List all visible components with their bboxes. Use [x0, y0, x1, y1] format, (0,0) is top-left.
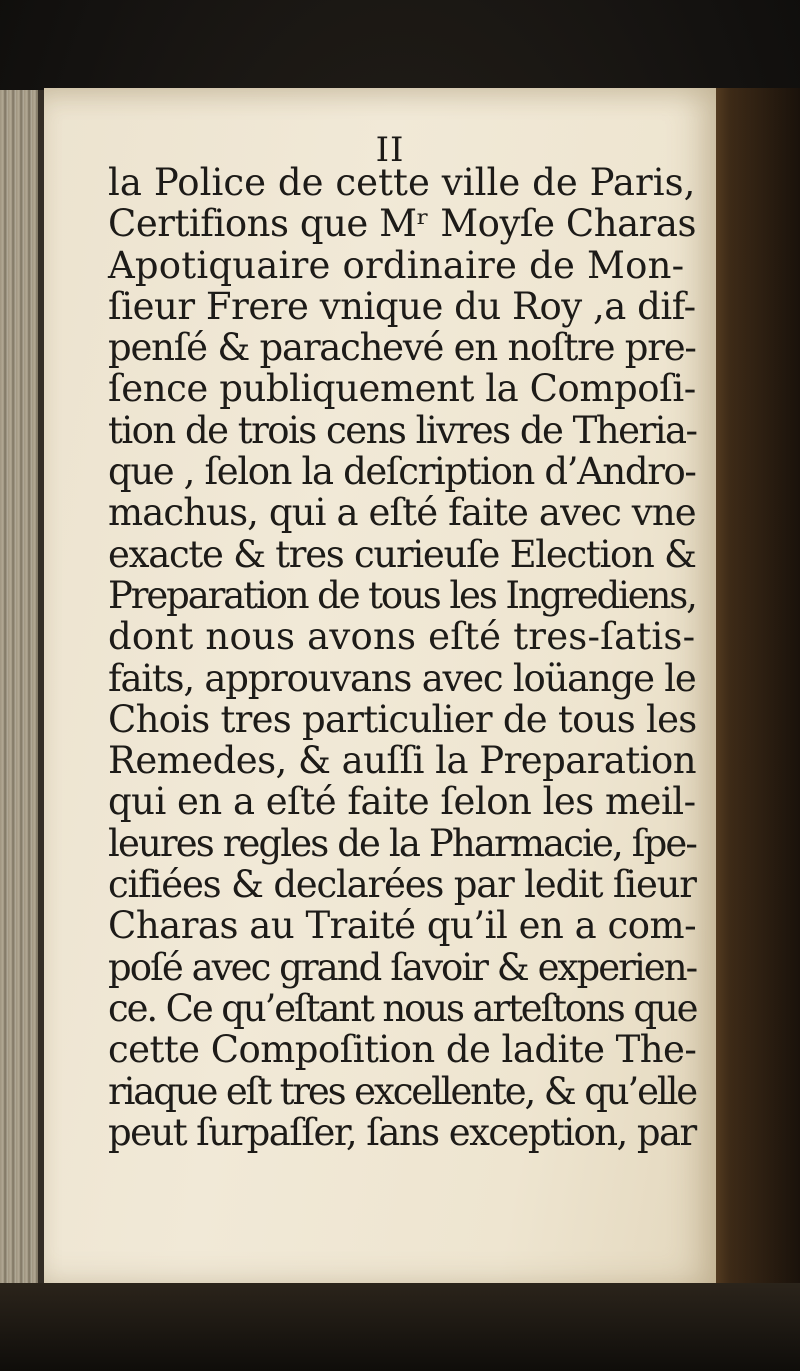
text-line: que , ſelon la deſcription d’Andro- [108, 450, 696, 494]
text-line: leures regles de la Pharmacie, ſpe- [108, 821, 697, 865]
text-line: Certifions que Mʳ Moyſe Charas [108, 202, 696, 246]
text-line: exacte & tres curieuſe Election & [108, 532, 696, 576]
text-line: Chois tres particulier de tous les [108, 697, 697, 741]
text-line: ce. Ce qu’eſtant nous arteſtons que [108, 986, 697, 1030]
text-line: Remedes, & auſſi la Preparation [108, 739, 697, 783]
page-number: II [375, 130, 405, 170]
text-line: qui en a eſté faite ſelon les meil- [108, 780, 696, 824]
page-stack-edges [0, 90, 44, 1290]
text-line: ſieur Frere vnique du Roy ,a dif- [108, 284, 696, 328]
text-line: riaque eſt tres excellente, & qu’elle [108, 1069, 697, 1113]
text-line: poſé avec grand ſavoir & experien- [108, 945, 697, 989]
text-line: machus, qui a eſté faite avec vne [108, 491, 696, 535]
text-line: penſé & parachevé en noſtre pre- [108, 326, 696, 370]
text-line: tion de trois cens livres de Theria- [108, 408, 697, 452]
text-line: Charas au Traité qu’il en a com- [108, 904, 697, 948]
text-line: cifiées & declarées par ledit ſieur [108, 863, 696, 907]
text-line: ſence publiquement la Compoſi- [108, 367, 696, 411]
page-text [108, 162, 696, 1153]
text-line: peut ſurpaſſer, ſans exception, par [108, 1110, 696, 1154]
text-line: la Police de cette ville de Paris, [108, 161, 696, 204]
text-line: cette Compoſition de ladite The- [108, 1028, 697, 1072]
text-line: Apotiquaire ordinaire de Mon- [108, 243, 685, 287]
text-line: Preparation de tous les Ingrediens, [108, 573, 696, 617]
text-line: faits, approuvans avec loüange le [108, 656, 696, 700]
text-line: dont nous avons eſté tres-ſatis- [108, 615, 696, 659]
bottom-shadow [0, 1283, 800, 1371]
